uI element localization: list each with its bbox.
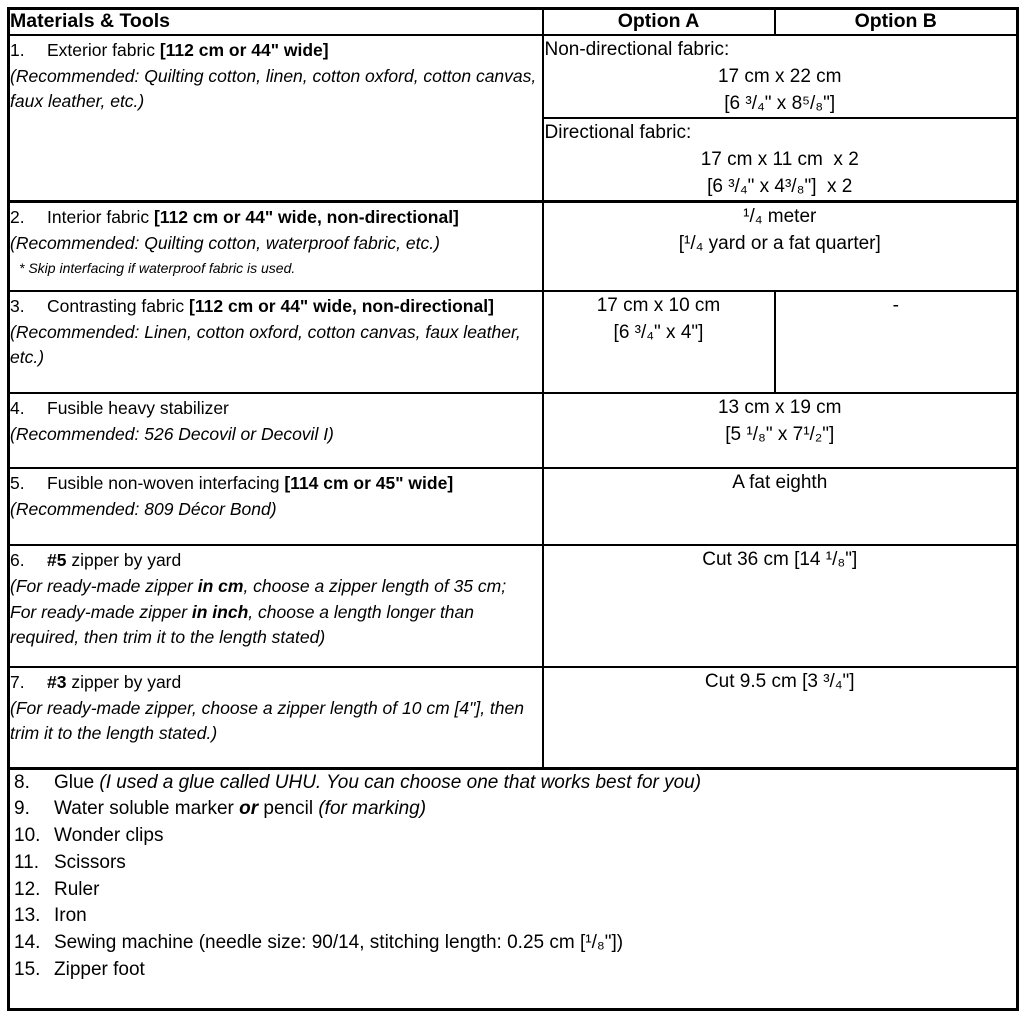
item-2-cell (9, 201, 543, 291)
item-6-name (47, 548, 181, 573)
item-6-note-b2: , choose a length longer than required, then trim it to the length stated) (10, 602, 475, 647)
item-3-title (10, 292, 542, 319)
tool-11-text: Scissors (54, 851, 126, 873)
tool-8-text-italic: (I used a glue called UHU. You can choose one that works best for you) (99, 771, 702, 793)
option-r5-cell (543, 468, 1018, 545)
item-7-name (47, 670, 181, 695)
r5-quantity: A fat eighth (732, 472, 828, 493)
tool-13-line (10, 903, 1016, 930)
item-1-title (10, 36, 542, 63)
item-5-cell (9, 468, 543, 545)
header-option-a: Option A (543, 9, 775, 35)
tool-12-number: 12. (14, 878, 41, 900)
r4-size-in: [5 ¹/₈" x 7¹/₂"] (725, 424, 835, 445)
item-3-note: (Recommended: Linen, cotton oxford, cotton canvas, faux leather, etc.) (10, 322, 521, 367)
option-b-r3-cell (775, 291, 1018, 393)
r1-nondirectional-size-in: [6 ³/₄" x 8⁵/₈"] (724, 92, 836, 114)
item-1-number: 1. (10, 39, 25, 60)
item-1-name (47, 38, 329, 63)
item-6-note-a1: (For ready-made zipper (10, 576, 198, 596)
item-2-note: (Recommended: Quilting cotton, waterproof fabric, etc.) (10, 232, 440, 253)
tool-11-line (10, 850, 1016, 877)
item-4-number: 4. (10, 398, 25, 418)
r2-quantity-metric: ¹/₄ meter (743, 205, 817, 227)
option-r1-directional-cell (543, 118, 1018, 202)
tool-11-number: 11. (14, 851, 40, 873)
header-materials-tools: Materials & Tools (9, 9, 543, 35)
item-3-name (47, 294, 494, 319)
tool-8-line (10, 770, 1016, 797)
tool-9-number: 9. (14, 798, 30, 820)
option-a-r3-cell (543, 291, 775, 393)
tool-15-text: Zipper foot (54, 959, 145, 981)
item-7-note: (For ready-made zipper, choose a zipper length of 10 cm [4"], then trim it to the length stated.) (10, 698, 524, 743)
item-5-note: (Recommended: 809 Décor Bond) (10, 499, 277, 519)
item-6-note-b-bold: in inch (191, 602, 249, 622)
item-5-name-bold: [114 cm or 45" wide] (284, 473, 454, 493)
item-4-name (47, 396, 229, 421)
item-2-name-bold: [112 cm or 44" wide, non-directional] (153, 206, 459, 227)
item-7-name-bold: #3 (47, 672, 67, 692)
item-3-name-text: Contrasting fabric (47, 296, 190, 316)
r1-directional-label: Directional fabric: (544, 121, 692, 143)
item-4-title (10, 394, 542, 421)
r3-option-a-size-cm: 17 cm x 10 cm (596, 295, 721, 316)
item-3-name-bold: [112 cm or 44" wide, non-directional] (189, 296, 494, 316)
item-4-note: (Recommended: 526 Decovil or Decovil I) (10, 424, 334, 444)
tool-14-number: 14. (14, 932, 41, 954)
tool-9-text-plain-2: pencil (258, 798, 319, 820)
item-3-number: 3. (10, 296, 25, 316)
option-r1-nondirectional-cell (543, 35, 1018, 118)
tool-10-text: Wonder clips (54, 825, 164, 847)
item-6-title (10, 546, 542, 573)
tool-8-text (54, 770, 701, 797)
tool-12-line (10, 877, 1016, 904)
r1-directional-size-in: [6 ³/₄" x 4³/₈"] x 2 (707, 175, 853, 197)
tool-10-line (10, 823, 1016, 850)
option-r4-cell (543, 393, 1018, 468)
tool-8-text-plain: Glue (54, 771, 100, 793)
tool-9-text-bold-italic: or (239, 798, 259, 820)
r7-cut-length: Cut 9.5 cm [3 ³/₄"] (704, 671, 855, 692)
item-6-note-a-bold: in cm (197, 576, 244, 596)
header-option-b: Option B (775, 9, 1018, 35)
tool-9-text (54, 796, 426, 823)
item-6-note-b1: For ready-made zipper (10, 602, 192, 622)
tool-9-text-plain: Water soluble marker (54, 798, 240, 820)
item-6-note-line-1 (10, 574, 542, 599)
item-1-name-text: Exterior fabric (47, 39, 160, 60)
r6-cut-length: Cut 36 cm [14 ¹/₈"] (702, 549, 858, 570)
tool-10-number: 10. (14, 825, 41, 847)
item-5-name-text: Fusible non-woven interfacing (47, 473, 285, 493)
tool-13-number: 13. (14, 905, 41, 927)
item-1-cell (9, 35, 543, 202)
item-2-name (47, 205, 459, 230)
item-7-name-text: zipper by yard (66, 672, 182, 692)
item-6-number: 6. (10, 550, 25, 570)
item-7-number: 7. (10, 672, 25, 692)
item-6-name-bold: #5 (47, 550, 67, 570)
item-5-name (47, 471, 453, 496)
r1-nondirectional-label: Non-directional fabric: (544, 38, 730, 60)
tool-14-text: Sewing machine (needle size: 90/14, stitching length: 0.25 cm [¹/₈"]) (54, 932, 624, 954)
item-5-title (10, 469, 542, 496)
r3-option-a-size-in: [6 ³/₄" x 4"] (613, 322, 704, 343)
option-r6-cell (543, 545, 1018, 667)
item-1-note: (Recommended: Quilting cotton, linen, cotton oxford, cotton canvas, faux leather, etc.) (10, 65, 537, 111)
r2-quantity-imperial: [¹/₄ yard or a fat quarter] (678, 232, 881, 254)
tools-list-cell (9, 768, 1018, 1009)
tool-14-line (10, 930, 1016, 957)
r1-directional-size-cm: 17 cm x 11 cm x 2 (700, 148, 859, 170)
tool-8-number: 8. (14, 771, 30, 793)
option-r7-cell (543, 667, 1018, 768)
item-6-note-line-2 (10, 600, 542, 650)
item-7-cell (9, 667, 543, 768)
item-3-cell (9, 291, 543, 393)
item-2-name-text: Interior fabric (47, 206, 154, 227)
item-5-number: 5. (10, 473, 25, 493)
tool-15-line (10, 957, 1016, 984)
item-2-subnote: * Skip interfacing if waterproof fabric is used. (19, 259, 296, 276)
item-2-title (10, 203, 542, 230)
item-7-title (10, 668, 542, 695)
item-2-number: 2. (10, 206, 25, 227)
tool-13-text: Iron (54, 905, 87, 927)
item-1-name-bold: [112 cm or 44" wide] (159, 39, 329, 60)
item-4-cell (9, 393, 543, 468)
tool-15-number: 15. (14, 959, 41, 981)
tool-9-line (10, 796, 1016, 823)
tool-9-text-italic: (for marking) (318, 798, 427, 820)
item-6-name-text: zipper by yard (66, 550, 182, 570)
r1-nondirectional-size-cm: 17 cm x 22 cm (717, 65, 842, 87)
materials-table (7, 7, 1019, 1011)
item-6-note-a2: , choose a zipper length of 35 cm; (243, 576, 507, 596)
item-4-name-text: Fusible heavy stabilizer (47, 398, 229, 418)
item-6-cell (9, 545, 543, 667)
r3-option-b-dash: - (892, 295, 899, 316)
r4-size-cm: 13 cm x 19 cm (717, 397, 842, 418)
tool-12-text: Ruler (54, 878, 100, 900)
option-r2-cell (543, 201, 1018, 291)
